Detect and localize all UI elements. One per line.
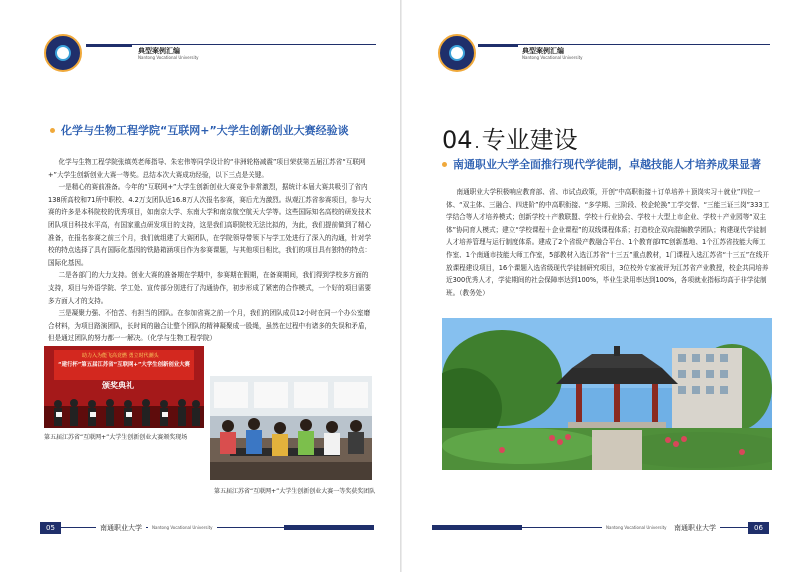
- footer-university-english: Nantong Vocational University: [148, 522, 217, 534]
- section-title-text: 南通职业大学全面推行现代学徒制，卓越技能人才培养成果显著: [453, 158, 761, 171]
- paragraph: 一是精心的赛前准备。今年的“互联网+”大学生创新创业大赛竞争非常激烈，据统计本届大赛共吸引了省内138所高校和71所中职校、4.2万支团队近16.8万人次报名参赛，赛后尤为激烈。纵观江苏省参赛项目，参与大赛的许多是本科院校的优秀项目，如南京大学、东南大学和南京航空航天大学等。这些国际知名高校的研发技术团队项目科技水平高，有国家重点研发项目的支持，这是我们高职院校无法比拟的，为此，我们提前做到了精心准备，在报名参赛之前三个月，我们就组建了大赛团队，在学院领导带领下与学工处进行了深入的沟通，针对学校的特点选择了具有国际化基因的铁路箱涵项目作为参赛课题，与其他项目相比，我们的项目具有独特的特点：国际化基因。: [48, 183, 372, 267]
- chapter-separator: .: [474, 133, 480, 152]
- photo-caption: 第五届江苏省“互联网+”大学生创新创业大赛一等奖获奖团队: [214, 488, 376, 495]
- footer-university-name: 南通职业大学: [670, 522, 720, 534]
- paragraph: 三是凝聚力强、不怕苦、有担当的团队。在参加省赛之前一个月，我们的团队成员12小时在同一个办公室磨合材料，为项目路演团队，长时间的融合让整个团队的精神凝聚成一股绳，虽然在过程中有诸多的失误和矛盾，但是通过团队的努力都一一解决。（化学与生物工程学院）: [48, 309, 372, 343]
- banner-slogan: 助力入为能飞高竞燃 勇立时代潮头: [82, 353, 159, 359]
- banner-subtitle: 颁奖典礼: [102, 381, 134, 390]
- page-number: 05: [40, 522, 61, 534]
- article-body: [48, 156, 374, 345]
- winning-team-image: [210, 376, 372, 480]
- banner-title: “建行杯”第五届江苏省“互联网+”大学生创新创业大赛: [58, 362, 190, 368]
- header-subtitle: Nantong Vocational University: [522, 55, 583, 60]
- campus-pavilion-photo: [442, 318, 772, 470]
- award-ceremony-photo: [44, 346, 204, 428]
- header-title: 典型案例汇编: [138, 47, 180, 55]
- paragraph: 南通职业大学积极响应教育部、省、市试点政策，开创“中高职衔接＋订单培养＋顶岗实习＋就业”四位一体、“双主体、三融合、四进阶”的中高职衔接、“多学期、三阶段、校企轮换”工学交替、“三能三证三岗”333工学结合等人才培养模式；创新学校＋产教联盟、学校＋行业协会、学校＋大型上市企业、学校＋产业园等“双主体”协同育人模式；建立“学校课程＋企业课程”的双线课程体系；打造校企双向混编教学团队；构建现代学徒制人才培养管理与运行制度体系。建成了2个省级产教融合平台、1个教育部ITC创新基地、1个江苏省技能大师工作室、1个南通市技能大师工作室，5部教材入选江苏省“十三五”重点教材，1门课程入选江苏省“十三五”在线开放课程建设项目，16个课题入选省级现代学徒制研究项目，3位校外专家被评为江苏省产业教授，校企共同培养近300优秀人才，学徒期间的社会保障率达到100%，毕业生录用率达到100%，各项就业指标均高于非学徒制班。（教务处）: [446, 188, 770, 297]
- section-title: [442, 156, 761, 172]
- chapter-title: 专业建设: [481, 126, 578, 154]
- bullet-dot-icon: [442, 162, 447, 167]
- article-body: [446, 186, 772, 299]
- footer-university-english: Nantong Vocational University: [602, 522, 671, 534]
- section-title-text: 化学与生物工程学院“互联网+”大学生创新创业大赛经验谈: [61, 124, 349, 137]
- campus-pavilion-image: [442, 318, 772, 470]
- footer-bar: [284, 525, 374, 530]
- winning-team-photo: [210, 376, 372, 480]
- paragraph: 化学与生物工程学院张缜英老师指导、朱宏伟等同学设计的“非洲轮格减震”项目荣获第五届江苏省“互联网+”大学生创新创业大赛一等奖。总结本次大赛成功经验，以下三点是关键。: [48, 158, 366, 179]
- page-number: 06: [748, 522, 769, 534]
- header-title: 典型案例汇编: [522, 47, 564, 55]
- footer-bar: [432, 525, 522, 530]
- university-logo: [438, 34, 476, 72]
- section-title: [50, 122, 349, 138]
- university-logo: [44, 34, 82, 72]
- chapter-heading: [442, 120, 578, 155]
- chapter-number: 04: [442, 126, 473, 154]
- photo-caption: 第五届江苏省“互联网+”大学生创新创业大赛颁奖现场: [44, 434, 188, 441]
- header-subtitle: Nantong Vocational University: [138, 55, 199, 60]
- paragraph: 二是各部门的大力支持。创业大赛的准备期在学期中，参赛期在假期，在备赛期间，我们得到学校多方面的支持，项目与外语学院、学工处、宣传部分别进行了沟通协作，初步形成了紧密的合作模式，一个好的项目需要多方面人才的支持。: [48, 271, 372, 305]
- header-rule: [478, 44, 770, 45]
- bullet-dot-icon: [50, 128, 55, 133]
- header-rule-accent: [478, 44, 518, 47]
- header-rule-accent: [86, 44, 132, 47]
- footer-university-name: 南通职业大学: [96, 522, 146, 534]
- right-page: [402, 0, 804, 572]
